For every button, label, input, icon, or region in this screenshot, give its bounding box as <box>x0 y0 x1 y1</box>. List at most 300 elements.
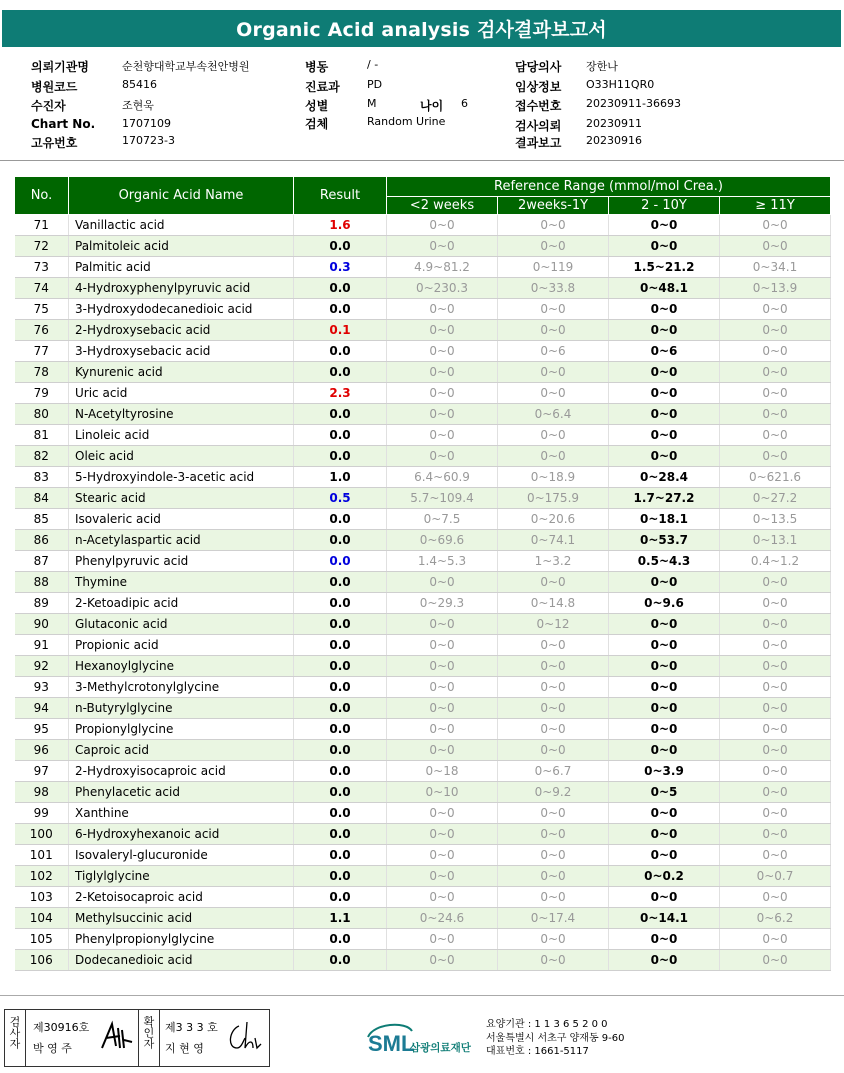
ref-2weeks-1y: 0~0 <box>498 803 609 824</box>
ref-11y-plus: 0~0 <box>720 299 831 320</box>
row-number: 104 <box>15 908 69 929</box>
table-row <box>15 572 831 593</box>
results-table <box>14 176 831 971</box>
result-value: 0.0 <box>294 740 387 761</box>
ref-11y-plus: 0~13.9 <box>720 278 831 299</box>
table-row <box>15 551 831 572</box>
row-number: 83 <box>15 467 69 488</box>
row-number: 72 <box>15 236 69 257</box>
ref-under-2-weeks: 0~0 <box>387 383 498 404</box>
result-value: 0.0 <box>294 677 387 698</box>
divider <box>0 160 844 161</box>
result-value: 0.0 <box>294 887 387 908</box>
ref-2weeks-1y: 0~6 <box>498 341 609 362</box>
ref-2-10y: 0~0 <box>609 425 720 446</box>
row-number: 94 <box>15 698 69 719</box>
result-value: 0.0 <box>294 929 387 950</box>
table-row <box>15 824 831 845</box>
acid-name: 2-Hydroxysebacic acid <box>69 320 294 341</box>
tester-vertical-label: 검사자 <box>8 1016 21 1049</box>
table-row <box>15 320 831 341</box>
result-value: 1.0 <box>294 467 387 488</box>
ref-under-2-weeks: 0~0 <box>387 614 498 635</box>
ref-2-10y: 0~0 <box>609 614 720 635</box>
ref-11y-plus: 0~0 <box>720 740 831 761</box>
table-row <box>15 425 831 446</box>
ref-under-2-weeks: 0~0 <box>387 362 498 383</box>
result-value: 0.0 <box>294 236 387 257</box>
ref-2weeks-1y: 0~0 <box>498 215 609 236</box>
acid-name: 3-Hydroxydodecanedioic acid <box>69 299 294 320</box>
row-number: 92 <box>15 656 69 677</box>
acid-name: Phenylpyruvic acid <box>69 551 294 572</box>
report-value: 20230916 <box>586 134 642 147</box>
result-value: 0.5 <box>294 488 387 509</box>
acid-name: Palmitoleic acid <box>69 236 294 257</box>
result-value: 0.0 <box>294 656 387 677</box>
result-value: 0.0 <box>294 425 387 446</box>
ref-2-10y: 0~0 <box>609 635 720 656</box>
ref-2-10y: 0~0 <box>609 446 720 467</box>
ref-under-2-weeks: 0~0 <box>387 929 498 950</box>
result-value: 0.0 <box>294 614 387 635</box>
row-number: 84 <box>15 488 69 509</box>
ref-under-2-weeks: 0~0 <box>387 572 498 593</box>
result-value: 0.0 <box>294 782 387 803</box>
row-number: 96 <box>15 740 69 761</box>
ref-11y-plus: 0~34.1 <box>720 257 831 278</box>
ref-2-10y: 0~0 <box>609 887 720 908</box>
result-value: 0.0 <box>294 404 387 425</box>
header-11y-plus: ≥ 11Y <box>720 197 831 215</box>
ref-11y-plus: 0~0 <box>720 677 831 698</box>
result-value: 0.0 <box>294 824 387 845</box>
confirmer-vertical-label: 확인자 <box>142 1016 155 1049</box>
ref-2-10y: 0~0 <box>609 824 720 845</box>
divider <box>25 1010 26 1066</box>
acid-name: Caproic acid <box>69 740 294 761</box>
row-number: 85 <box>15 509 69 530</box>
tester-name: 박 영 주 <box>33 1042 72 1055</box>
result-value: 0.0 <box>294 362 387 383</box>
result-value: 0.0 <box>294 530 387 551</box>
divider <box>159 1010 160 1066</box>
ref-11y-plus: 0~0 <box>720 215 831 236</box>
tester-license: 제30916호 <box>33 1021 90 1034</box>
row-number: 97 <box>15 761 69 782</box>
row-number: 102 <box>15 866 69 887</box>
ref-11y-plus: 0~0 <box>720 656 831 677</box>
table-row <box>15 383 831 404</box>
ref-2-10y: 0~0 <box>609 362 720 383</box>
receipt-value: 20230911-36693 <box>586 97 681 110</box>
ref-2weeks-1y: 0~0 <box>498 866 609 887</box>
ref-2weeks-1y: 0~0 <box>498 845 609 866</box>
lab-address: 서울특별시 서초구 양재동 9-60 <box>486 1032 625 1044</box>
result-value: 1.1 <box>294 908 387 929</box>
ref-2-10y: 0~9.6 <box>609 593 720 614</box>
ref-11y-plus: 0~0 <box>720 320 831 341</box>
row-number: 77 <box>15 341 69 362</box>
acid-name: Vanillactic acid <box>69 215 294 236</box>
ref-under-2-weeks: 1.4~5.3 <box>387 551 498 572</box>
ref-11y-plus: 0~6.2 <box>720 908 831 929</box>
table-row <box>15 362 831 383</box>
ref-2weeks-1y: 0~74.1 <box>498 530 609 551</box>
ref-2weeks-1y: 0~0 <box>498 446 609 467</box>
ref-11y-plus: 0~0 <box>720 614 831 635</box>
ref-11y-plus: 0~0 <box>720 803 831 824</box>
ref-under-2-weeks: 0~0 <box>387 950 498 971</box>
institution-label: 의뢰기관명 <box>31 60 89 74</box>
unique-value: 170723-3 <box>122 134 175 147</box>
ref-11y-plus: 0~0 <box>720 761 831 782</box>
unique-label: 고유번호 <box>31 136 78 150</box>
table-row <box>15 236 831 257</box>
table-row <box>15 719 831 740</box>
receipt-label: 접수번호 <box>515 99 562 113</box>
sex-label: 성별 <box>305 99 329 113</box>
ref-2-10y: 0.5~4.3 <box>609 551 720 572</box>
result-value: 0.0 <box>294 635 387 656</box>
ref-under-2-weeks: 0~24.6 <box>387 908 498 929</box>
ref-11y-plus: 0~0 <box>720 887 831 908</box>
chart-label: Chart No. <box>31 117 96 131</box>
ref-11y-plus: 0~13.1 <box>720 530 831 551</box>
ref-2-10y: 0~48.1 <box>609 278 720 299</box>
row-number: 98 <box>15 782 69 803</box>
ref-2weeks-1y: 0~0 <box>498 740 609 761</box>
lab-info <box>486 1018 625 1059</box>
ref-2weeks-1y: 1~3.2 <box>498 551 609 572</box>
header-under-2-weeks: <2 weeks <box>387 197 498 215</box>
ref-2weeks-1y: 0~175.9 <box>498 488 609 509</box>
ref-11y-plus: 0~0 <box>720 950 831 971</box>
table-row <box>15 446 831 467</box>
row-number: 82 <box>15 446 69 467</box>
acid-name: Tiglylglycine <box>69 866 294 887</box>
ref-2-10y: 0~0 <box>609 404 720 425</box>
acid-name: 3-Methylcrotonylglycine <box>69 677 294 698</box>
ref-2-10y: 0~14.1 <box>609 908 720 929</box>
ref-2-10y: 0~0 <box>609 320 720 341</box>
confirmer-license: 제3 3 3 호 <box>165 1021 218 1034</box>
ref-2weeks-1y: 0~0 <box>498 656 609 677</box>
ref-under-2-weeks: 0~230.3 <box>387 278 498 299</box>
sex-value: M <box>367 97 377 110</box>
acid-name: Methylsuccinic acid <box>69 908 294 929</box>
ref-under-2-weeks: 0~0 <box>387 425 498 446</box>
acid-name: 5-Hydroxyindole-3-acetic acid <box>69 467 294 488</box>
ref-11y-plus: 0~0 <box>720 929 831 950</box>
ref-2weeks-1y: 0~14.8 <box>498 593 609 614</box>
row-number: 106 <box>15 950 69 971</box>
ref-under-2-weeks: 0~0 <box>387 299 498 320</box>
table-row <box>15 467 831 488</box>
ref-under-2-weeks: 0~0 <box>387 803 498 824</box>
acid-name: Dodecanedioic acid <box>69 950 294 971</box>
table-row <box>15 635 831 656</box>
ref-11y-plus: 0~0 <box>720 404 831 425</box>
row-number: 105 <box>15 929 69 950</box>
table-row <box>15 782 831 803</box>
result-value: 0.0 <box>294 950 387 971</box>
ref-2weeks-1y: 0~0 <box>498 887 609 908</box>
ref-under-2-weeks: 0~0 <box>387 404 498 425</box>
clinical-label: 임상정보 <box>515 80 562 94</box>
result-value: 0.0 <box>294 719 387 740</box>
result-value: 0.0 <box>294 593 387 614</box>
table-row <box>15 803 831 824</box>
ref-11y-plus: 0~0 <box>720 635 831 656</box>
ref-under-2-weeks: 0~0 <box>387 677 498 698</box>
table-row <box>15 740 831 761</box>
request-label: 검사의뢰 <box>515 119 562 133</box>
ref-2weeks-1y: 0~0 <box>498 698 609 719</box>
result-value: 0.0 <box>294 866 387 887</box>
result-value: 0.0 <box>294 761 387 782</box>
ref-11y-plus: 0~0 <box>720 572 831 593</box>
ref-2weeks-1y: 0~6.4 <box>498 404 609 425</box>
ref-2weeks-1y: 0~0 <box>498 929 609 950</box>
logo-text: SML <box>368 1031 415 1056</box>
ref-2-10y: 0~0 <box>609 845 720 866</box>
acid-name: Isovaleryl-glucuronide <box>69 845 294 866</box>
ref-2-10y: 0~0 <box>609 929 720 950</box>
ref-under-2-weeks: 0~0 <box>387 887 498 908</box>
ward-label: 병동 <box>305 60 329 74</box>
row-number: 90 <box>15 614 69 635</box>
ref-2-10y: 0~0 <box>609 803 720 824</box>
ref-under-2-weeks: 0~7.5 <box>387 509 498 530</box>
lab-phone: 대표번호 : 1661-5117 <box>486 1046 589 1057</box>
acid-name: n-Acetylaspartic acid <box>69 530 294 551</box>
result-value: 0.0 <box>294 299 387 320</box>
report-label: 결과보고 <box>515 136 562 150</box>
ref-2weeks-1y: 0~0 <box>498 236 609 257</box>
acid-name: n-Butyrylglycine <box>69 698 294 719</box>
ref-2-10y: 0~0 <box>609 383 720 404</box>
dept-value: PD <box>367 78 383 91</box>
result-value: 2.3 <box>294 383 387 404</box>
result-value: 0.0 <box>294 803 387 824</box>
ref-11y-plus: 0~621.6 <box>720 467 831 488</box>
ref-11y-plus: 0~0 <box>720 425 831 446</box>
table-row <box>15 929 831 950</box>
acid-name: N-Acetyltyrosine <box>69 404 294 425</box>
ward-value: / - <box>367 58 379 71</box>
ref-2-10y: 0~0 <box>609 656 720 677</box>
ref-11y-plus: 0~0 <box>720 362 831 383</box>
row-number: 80 <box>15 404 69 425</box>
row-number: 103 <box>15 887 69 908</box>
row-number: 93 <box>15 677 69 698</box>
acid-name: 6-Hydroxyhexanoic acid <box>69 824 294 845</box>
ref-2-10y: 0~0 <box>609 215 720 236</box>
acid-name: Palmitic acid <box>69 257 294 278</box>
ref-2-10y: 0~5 <box>609 782 720 803</box>
row-number: 100 <box>15 824 69 845</box>
ref-2weeks-1y: 0~0 <box>498 824 609 845</box>
recipient-value: 조현욱 <box>122 99 154 112</box>
table-row <box>15 845 831 866</box>
dept-label: 진료과 <box>305 80 340 94</box>
doctor-value: 장한나 <box>586 60 618 73</box>
ref-2-10y: 0~0.2 <box>609 866 720 887</box>
result-value: 1.6 <box>294 215 387 236</box>
age-label: 나이 <box>420 99 444 113</box>
ref-2-10y: 0~0 <box>609 677 720 698</box>
ref-2weeks-1y: 0~18.9 <box>498 467 609 488</box>
acid-name: Stearic acid <box>69 488 294 509</box>
table-row <box>15 614 831 635</box>
ref-11y-plus: 0~0 <box>720 698 831 719</box>
acid-name: 2-Ketoisocaproic acid <box>69 887 294 908</box>
acid-name: Xanthine <box>69 803 294 824</box>
header-result: Result <box>294 177 387 215</box>
ref-2-10y: 0~28.4 <box>609 467 720 488</box>
acid-name: Linoleic acid <box>69 425 294 446</box>
acid-name: Kynurenic acid <box>69 362 294 383</box>
ref-under-2-weeks: 0~0 <box>387 740 498 761</box>
clinical-value: O33H11QR0 <box>586 78 655 91</box>
ref-2-10y: 0~0 <box>609 299 720 320</box>
ref-2-10y: 1.7~27.2 <box>609 488 720 509</box>
ref-2weeks-1y: 0~0 <box>498 677 609 698</box>
ref-11y-plus: 0~27.2 <box>720 488 831 509</box>
ref-2-10y: 0~0 <box>609 950 720 971</box>
confirmer-name: 지 현 영 <box>165 1042 204 1055</box>
result-value: 0.1 <box>294 320 387 341</box>
ref-under-2-weeks: 0~0 <box>387 236 498 257</box>
table-row <box>15 278 831 299</box>
request-value: 20230911 <box>586 117 642 130</box>
ref-under-2-weeks: 0~0 <box>387 698 498 719</box>
ref-under-2-weeks: 0~0 <box>387 320 498 341</box>
acid-name: Uric acid <box>69 383 294 404</box>
ref-2weeks-1y: 0~0 <box>498 320 609 341</box>
ref-11y-plus: 0~0 <box>720 383 831 404</box>
ref-under-2-weeks: 0~69.6 <box>387 530 498 551</box>
ref-2-10y: 0~0 <box>609 740 720 761</box>
ref-under-2-weeks: 0~0 <box>387 446 498 467</box>
specimen-value: Random Urine <box>367 115 446 128</box>
row-number: 81 <box>15 425 69 446</box>
ref-2weeks-1y: 0~0 <box>498 572 609 593</box>
acid-name: Hexanoylglycine <box>69 656 294 677</box>
result-value: 0.0 <box>294 698 387 719</box>
ref-2-10y: 0~6 <box>609 341 720 362</box>
ref-under-2-weeks: 0~0 <box>387 845 498 866</box>
table-row <box>15 530 831 551</box>
ref-under-2-weeks: 0~0 <box>387 656 498 677</box>
ref-2-10y: 1.5~21.2 <box>609 257 720 278</box>
ref-11y-plus: 0~0 <box>720 446 831 467</box>
hospital-code-value: 85416 <box>122 78 157 91</box>
acid-name: Isovaleric acid <box>69 509 294 530</box>
ref-2weeks-1y: 0~12 <box>498 614 609 635</box>
ref-11y-plus: 0~0 <box>720 824 831 845</box>
recipient-label: 수진자 <box>31 99 66 113</box>
report-title: Organic Acid analysis 검사결과보고서 <box>2 10 841 47</box>
ref-2weeks-1y: 0~17.4 <box>498 908 609 929</box>
ref-2-10y: 0~18.1 <box>609 509 720 530</box>
ref-under-2-weeks: 0~0 <box>387 866 498 887</box>
acid-name: Propionic acid <box>69 635 294 656</box>
result-value: 0.0 <box>294 341 387 362</box>
ref-under-2-weeks: 4.9~81.2 <box>387 257 498 278</box>
hospital-code-label: 병원코드 <box>31 80 78 94</box>
ref-2weeks-1y: 0~0 <box>498 362 609 383</box>
signature-box <box>4 1009 270 1067</box>
table-row <box>15 593 831 614</box>
header-2weeks-1y: 2weeks-1Y <box>498 197 609 215</box>
confirmer-signature <box>225 1018 265 1056</box>
ref-under-2-weeks: 0~0 <box>387 341 498 362</box>
table-row <box>15 341 831 362</box>
table-row <box>15 215 831 236</box>
result-value: 0.0 <box>294 446 387 467</box>
acid-name: Oleic acid <box>69 446 294 467</box>
row-number: 76 <box>15 320 69 341</box>
row-number: 73 <box>15 257 69 278</box>
ref-under-2-weeks: 0~0 <box>387 719 498 740</box>
result-value: 0.0 <box>294 845 387 866</box>
lab-logo <box>366 1015 478 1059</box>
acid-name: Phenylpropionylglycine <box>69 929 294 950</box>
table-row <box>15 950 831 971</box>
ref-11y-plus: 0~0 <box>720 845 831 866</box>
ref-2-10y: 0~0 <box>609 698 720 719</box>
ref-under-2-weeks: 0~10 <box>387 782 498 803</box>
acid-name: Glutaconic acid <box>69 614 294 635</box>
result-value: 0.3 <box>294 257 387 278</box>
chart-value: 1707109 <box>122 117 171 130</box>
header-no: No. <box>15 177 69 215</box>
row-number: 78 <box>15 362 69 383</box>
row-number: 89 <box>15 593 69 614</box>
row-number: 79 <box>15 383 69 404</box>
patient-info <box>0 54 844 158</box>
table-row <box>15 908 831 929</box>
row-number: 87 <box>15 551 69 572</box>
result-value: 0.0 <box>294 572 387 593</box>
ref-2weeks-1y: 0~0 <box>498 950 609 971</box>
ref-11y-plus: 0~0 <box>720 782 831 803</box>
doctor-label: 담당의사 <box>515 60 562 74</box>
divider <box>138 1010 139 1066</box>
row-number: 88 <box>15 572 69 593</box>
ref-2weeks-1y: 0~0 <box>498 299 609 320</box>
ref-under-2-weeks: 0~0 <box>387 215 498 236</box>
ref-2-10y: 0~3.9 <box>609 761 720 782</box>
ref-11y-plus: 0~0.7 <box>720 866 831 887</box>
ref-under-2-weeks: 0~18 <box>387 761 498 782</box>
tester-signature <box>98 1018 134 1054</box>
row-number: 74 <box>15 278 69 299</box>
ref-under-2-weeks: 0~0 <box>387 824 498 845</box>
ref-2weeks-1y: 0~0 <box>498 719 609 740</box>
table-row <box>15 887 831 908</box>
ref-under-2-weeks: 6.4~60.9 <box>387 467 498 488</box>
lab-name: 삼광의료재단 <box>410 1042 471 1054</box>
row-number: 101 <box>15 845 69 866</box>
table-row <box>15 257 831 278</box>
row-number: 75 <box>15 299 69 320</box>
ref-2weeks-1y: 0~0 <box>498 635 609 656</box>
ref-under-2-weeks: 0~29.3 <box>387 593 498 614</box>
acid-name: 2-Ketoadipic acid <box>69 593 294 614</box>
